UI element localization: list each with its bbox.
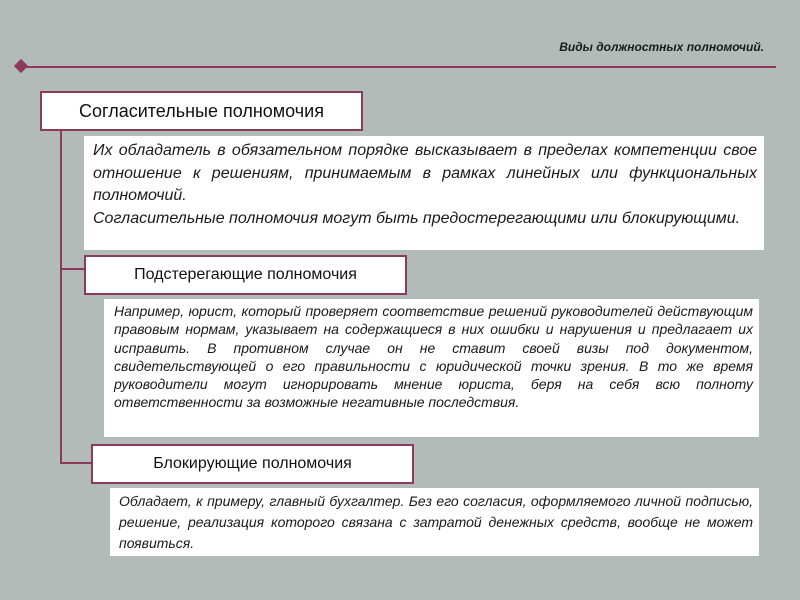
title-rule-line xyxy=(22,66,776,68)
text-warning-powers xyxy=(104,299,759,437)
heading-blocking-powers: Блокирующие полномочия xyxy=(91,444,414,484)
tree-connector-vertical xyxy=(60,130,62,464)
paragraph: Их обладатель в обязательном порядке высказывает в пределах компетенции свое отношение к решениям, принимаемым в рамках линейных или функциональных полномочий. xyxy=(93,142,757,204)
paragraph: Обладает, к примеру, главный бухгалтер. Без его согласия, оформляемого личной подписью, решение, реализация которого связана с затратой денежных средств, вообще не может появиться. xyxy=(119,493,753,551)
text-consent-powers xyxy=(84,136,764,250)
tree-connector-branch-2 xyxy=(60,462,92,464)
tree-connector-branch-1 xyxy=(60,268,86,270)
paragraph: Например, юрист, который проверяет соответствие решений руководителей действующим правовым нормам, указывает на содержащиеся в них ошибки и нарушения и предлагает их исправить. В противном случае он не ставит своей визы под документом, свидетельствующей о его правильности с юридической точки зрения. В то же время руководители могут игнорировать мнение юриста, беря на себя всю полноту ответственности за возможные негативные последствия. xyxy=(114,303,753,411)
text-blocking-powers xyxy=(110,488,759,556)
heading-consent-powers: Согласительные полномочия xyxy=(40,91,363,131)
diamond-icon xyxy=(14,59,28,73)
heading-warning-powers: Подстерегающие полномочия xyxy=(84,255,407,295)
slide-title: Виды должностных полномочий. xyxy=(559,40,764,54)
paragraph: Согласительные полномочия могут быть предостерегающими или блокирующими. xyxy=(93,209,741,227)
